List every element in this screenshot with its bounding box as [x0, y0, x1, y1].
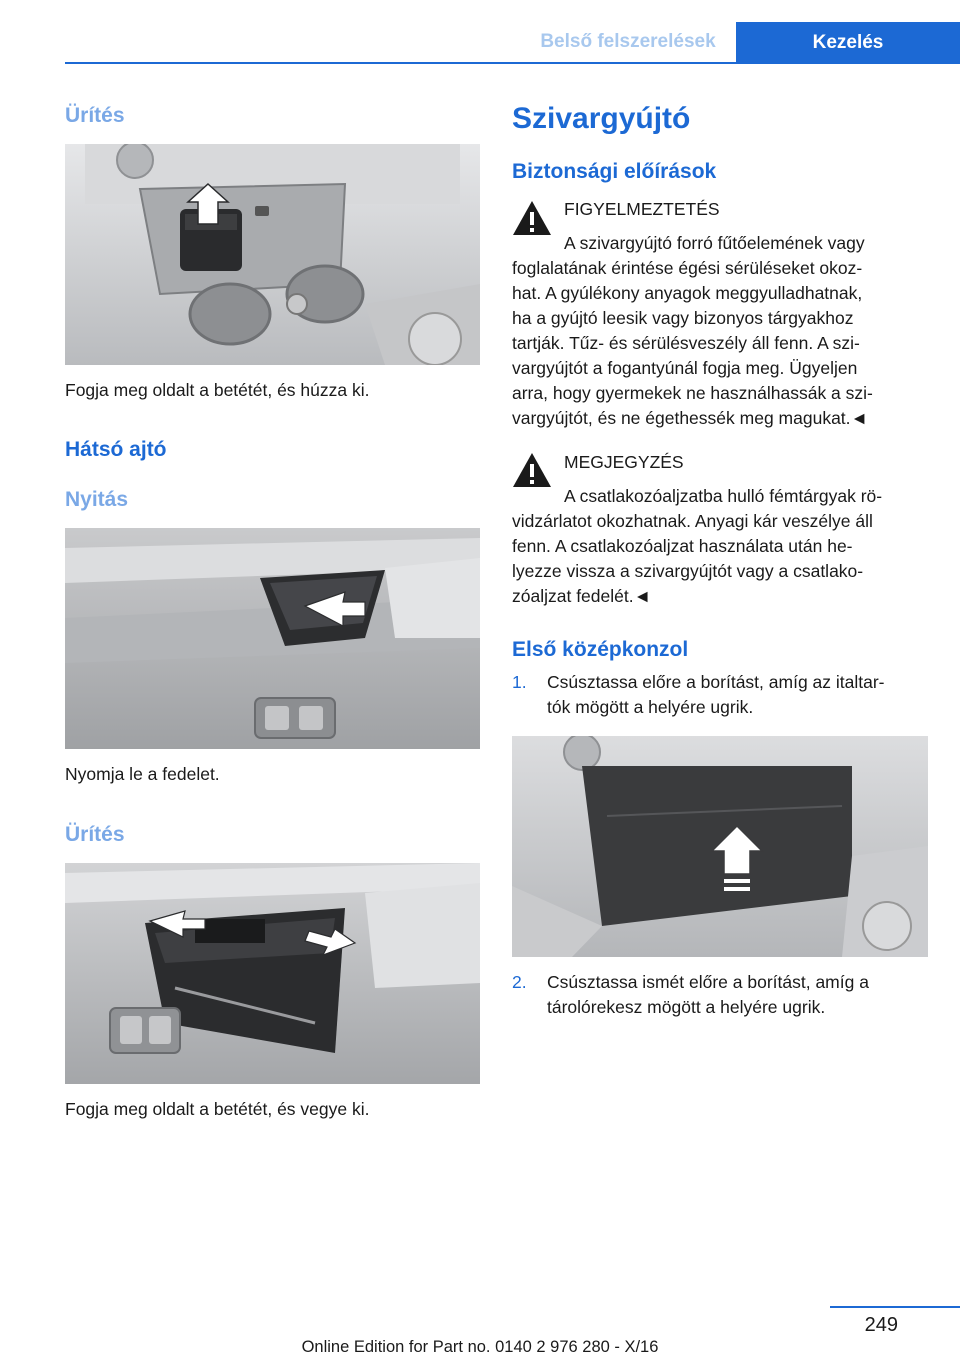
- warning-text-line: hat. A gyúlékony anyagok meggyulladhatnak,: [512, 283, 863, 303]
- heading-rear-door: Hátsó ajtó: [65, 438, 167, 461]
- header-section-tab[interactable]: Belső felszerelések: [540, 31, 716, 52]
- notice-label: MEGJEGYZÉS: [564, 452, 684, 472]
- page-number: 249: [864, 1314, 898, 1336]
- footer-rule: [830, 1306, 960, 1308]
- notice-text-line: A csatlakozóaljzatba hulló fémtárgyak rö-: [564, 486, 883, 506]
- photo-rear-door-ashtray: [65, 528, 480, 749]
- warning-text-line: tartják. Tűz- és sérülésveszély áll fenn. A szi-: [512, 333, 860, 353]
- header-rule: [65, 62, 960, 64]
- caption-pull-insert: Fogja meg oldalt a betétét, és húzza ki.: [65, 380, 370, 400]
- photo-rear-ashtray-removal: [65, 863, 480, 1084]
- warning-text-line: vargyújtót a fogantyúnál fogja meg. Ügyeljen: [512, 358, 858, 378]
- photo-ashtray-console: [65, 144, 480, 365]
- photo-front-console-cover: [512, 736, 928, 957]
- warning-text-line: A szivargyújtó forró fűtőelemének vagy: [564, 233, 865, 253]
- notice-text-line: zóaljzat fedelét.◄: [512, 586, 651, 606]
- step-text-line: tók mögött a helyére ugrik.: [547, 697, 754, 717]
- warning-text-line: foglalatának érintése égési sérüléseket okoz-: [512, 258, 863, 278]
- heading-cigarette-lighter: Szivargyújtó: [512, 102, 691, 135]
- caption-press-cover: Nyomja le a fedelet.: [65, 764, 220, 784]
- caption-remove-insert: Fogja meg oldalt a betétét, és vegye ki.: [65, 1099, 370, 1119]
- step-text-line: Csúsztassa előre a borítást, amíg az italtar-: [547, 672, 885, 692]
- step-text-line: tárolórekesz mögött a helyére ugrik.: [547, 997, 826, 1017]
- heading-opening: Nyitás: [65, 488, 129, 511]
- warning-text-line: arra, hogy gyermekek ne használhassák a szi-: [512, 383, 873, 403]
- notice-text-line: lyezze vissza a szivargyújtót vagy a csatlako-: [512, 561, 864, 581]
- warning-text-line: ha a gyújtó leesik vagy bizonyos tárgyakhoz: [512, 308, 854, 328]
- heading-emptying-2: Ürítés: [65, 823, 125, 846]
- footer-edition: Online Edition for Part no. 0140 2 976 280 - X/16: [301, 1338, 659, 1356]
- step-number: 1.: [512, 672, 527, 692]
- warning-text-line: vargyújtót, és ne égethessék meg magukat.◄: [512, 408, 868, 428]
- heading-front-console: Első középkonzol: [512, 638, 689, 661]
- notice-text-line: fenn. A csatlakozóaljzat használata után he-: [512, 536, 853, 556]
- step-number: 2.: [512, 972, 527, 992]
- warning-triangle-icon: [512, 200, 552, 236]
- heading-emptying-1: Ürítés: [65, 104, 125, 127]
- notice-text-line: vidzárlatot okozhatnak. Anyagi kár veszélye áll: [512, 511, 873, 531]
- notice-triangle-icon: [512, 452, 552, 488]
- warning-label: FIGYELMEZTETÉS: [564, 199, 720, 219]
- step-text-line: Csúsztassa ismét előre a borítást, amíg a: [547, 972, 869, 992]
- header-chapter-tab[interactable]: Kezelés: [736, 22, 960, 64]
- heading-safety: Biztonsági előírások: [512, 160, 717, 183]
